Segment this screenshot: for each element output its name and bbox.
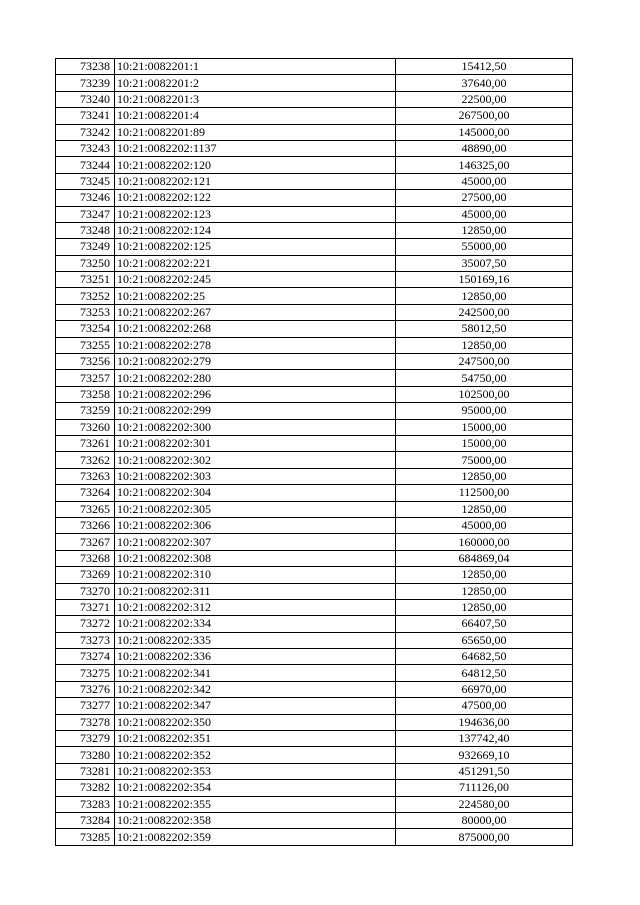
value-cell: 35007,50 bbox=[396, 255, 573, 271]
cadastral-number-cell: 10:21:0082202:221 bbox=[115, 255, 396, 271]
row-number-cell: 73283 bbox=[56, 796, 115, 812]
table-row bbox=[56, 616, 573, 632]
table-row bbox=[56, 272, 573, 288]
table-row bbox=[56, 681, 573, 697]
value-cell: 137742,40 bbox=[396, 731, 573, 747]
row-number-cell: 73274 bbox=[56, 649, 115, 665]
value-cell: 684869,04 bbox=[396, 550, 573, 566]
value-cell: 160000,00 bbox=[396, 534, 573, 550]
table-row bbox=[56, 140, 573, 156]
table-row bbox=[56, 370, 573, 386]
value-cell: 66970,00 bbox=[396, 681, 573, 697]
row-number-cell: 73285 bbox=[56, 829, 115, 845]
cadastral-number-cell: 10:21:0082202:358 bbox=[115, 812, 396, 828]
row-number-cell: 73258 bbox=[56, 386, 115, 402]
cadastral-number-cell: 10:21:0082202:342 bbox=[115, 681, 396, 697]
row-number-cell: 73246 bbox=[56, 190, 115, 206]
value-cell: 48890,00 bbox=[396, 140, 573, 156]
value-cell: 15412,50 bbox=[396, 59, 573, 75]
cadastral-number-cell: 10:21:0082202:267 bbox=[115, 304, 396, 320]
cadastral-number-cell: 10:21:0082202:296 bbox=[115, 386, 396, 402]
cadastral-number-cell: 10:21:0082202:245 bbox=[115, 272, 396, 288]
row-number-cell: 73257 bbox=[56, 370, 115, 386]
table-row bbox=[56, 829, 573, 845]
value-cell: 194636,00 bbox=[396, 714, 573, 730]
row-number-cell: 73260 bbox=[56, 419, 115, 435]
value-cell: 112500,00 bbox=[396, 485, 573, 501]
value-cell: 150169,16 bbox=[396, 272, 573, 288]
row-number-cell: 73255 bbox=[56, 337, 115, 353]
cadastral-number-cell: 10:21:0082202:305 bbox=[115, 501, 396, 517]
table-row bbox=[56, 485, 573, 501]
value-cell: 80000,00 bbox=[396, 812, 573, 828]
cadastral-number-cell: 10:21:0082202:312 bbox=[115, 599, 396, 615]
table-row bbox=[56, 567, 573, 583]
cadastral-number-cell: 10:21:0082202:120 bbox=[115, 157, 396, 173]
value-cell: 95000,00 bbox=[396, 403, 573, 419]
value-cell: 45000,00 bbox=[396, 173, 573, 189]
table-row bbox=[56, 255, 573, 271]
table-row bbox=[56, 812, 573, 828]
row-number-cell: 73245 bbox=[56, 173, 115, 189]
table-row bbox=[56, 190, 573, 206]
table-row bbox=[56, 386, 573, 402]
row-number-cell: 73282 bbox=[56, 780, 115, 796]
cadastral-number-cell: 10:21:0082202:280 bbox=[115, 370, 396, 386]
table-row bbox=[56, 714, 573, 730]
cadastral-number-cell: 10:21:0082202:311 bbox=[115, 583, 396, 599]
table-row bbox=[56, 665, 573, 681]
value-cell: 65650,00 bbox=[396, 632, 573, 648]
table-row bbox=[56, 435, 573, 451]
cadastral-number-cell: 10:21:0082202:341 bbox=[115, 665, 396, 681]
table-row bbox=[56, 108, 573, 124]
cadastral-number-cell: 10:21:0082202:125 bbox=[115, 239, 396, 255]
row-number-cell: 73263 bbox=[56, 468, 115, 484]
cadastral-value-table bbox=[55, 58, 573, 846]
row-number-cell: 73272 bbox=[56, 616, 115, 632]
row-number-cell: 73284 bbox=[56, 812, 115, 828]
table-row bbox=[56, 124, 573, 140]
value-cell: 711126,00 bbox=[396, 780, 573, 796]
row-number-cell: 73280 bbox=[56, 747, 115, 763]
value-cell: 267500,00 bbox=[396, 108, 573, 124]
cadastral-number-cell: 10:21:0082201:3 bbox=[115, 91, 396, 107]
row-number-cell: 73251 bbox=[56, 272, 115, 288]
value-cell: 15000,00 bbox=[396, 435, 573, 451]
row-number-cell: 73262 bbox=[56, 452, 115, 468]
cadastral-number-cell: 10:21:0082201:1 bbox=[115, 59, 396, 75]
document-page bbox=[55, 58, 566, 846]
row-number-cell: 73279 bbox=[56, 731, 115, 747]
cadastral-number-cell: 10:21:0082201:89 bbox=[115, 124, 396, 140]
value-cell: 146325,00 bbox=[396, 157, 573, 173]
table-row bbox=[56, 304, 573, 320]
row-number-cell: 73273 bbox=[56, 632, 115, 648]
cadastral-number-cell: 10:21:0082202:301 bbox=[115, 435, 396, 451]
table-row bbox=[56, 239, 573, 255]
row-number-cell: 73256 bbox=[56, 354, 115, 370]
row-number-cell: 73271 bbox=[56, 599, 115, 615]
value-cell: 58012,50 bbox=[396, 321, 573, 337]
value-cell: 45000,00 bbox=[396, 206, 573, 222]
value-cell: 22500,00 bbox=[396, 91, 573, 107]
row-number-cell: 73253 bbox=[56, 304, 115, 320]
row-number-cell: 73239 bbox=[56, 75, 115, 91]
table-row bbox=[56, 632, 573, 648]
value-cell: 75000,00 bbox=[396, 452, 573, 468]
row-number-cell: 73269 bbox=[56, 567, 115, 583]
row-number-cell: 73270 bbox=[56, 583, 115, 599]
cadastral-number-cell: 10:21:0082202:122 bbox=[115, 190, 396, 206]
value-cell: 12850,00 bbox=[396, 288, 573, 304]
value-cell: 224580,00 bbox=[396, 796, 573, 812]
row-number-cell: 73238 bbox=[56, 59, 115, 75]
table-row bbox=[56, 288, 573, 304]
row-number-cell: 73261 bbox=[56, 435, 115, 451]
row-number-cell: 73249 bbox=[56, 239, 115, 255]
value-cell: 242500,00 bbox=[396, 304, 573, 320]
cadastral-number-cell: 10:21:0082202:310 bbox=[115, 567, 396, 583]
cadastral-number-cell: 10:21:0082202:124 bbox=[115, 222, 396, 238]
table-row bbox=[56, 780, 573, 796]
row-number-cell: 73248 bbox=[56, 222, 115, 238]
value-cell: 247500,00 bbox=[396, 354, 573, 370]
row-number-cell: 73243 bbox=[56, 140, 115, 156]
row-number-cell: 73276 bbox=[56, 681, 115, 697]
cadastral-number-cell: 10:21:0082202:347 bbox=[115, 698, 396, 714]
row-number-cell: 73277 bbox=[56, 698, 115, 714]
cadastral-number-cell: 10:21:0082202:306 bbox=[115, 517, 396, 533]
cadastral-number-cell: 10:21:0082202:303 bbox=[115, 468, 396, 484]
table-row bbox=[56, 206, 573, 222]
cadastral-number-cell: 10:21:0082202:336 bbox=[115, 649, 396, 665]
table-row bbox=[56, 796, 573, 812]
value-cell: 12850,00 bbox=[396, 222, 573, 238]
cadastral-number-cell: 10:21:0082202:25 bbox=[115, 288, 396, 304]
row-number-cell: 73247 bbox=[56, 206, 115, 222]
value-cell: 64812,50 bbox=[396, 665, 573, 681]
cadastral-number-cell: 10:21:0082202:300 bbox=[115, 419, 396, 435]
table-row bbox=[56, 698, 573, 714]
table-row bbox=[56, 763, 573, 779]
row-number-cell: 73259 bbox=[56, 403, 115, 419]
value-cell: 12850,00 bbox=[396, 337, 573, 353]
table-row bbox=[56, 354, 573, 370]
value-cell: 12850,00 bbox=[396, 468, 573, 484]
table-row bbox=[56, 501, 573, 517]
cadastral-number-cell: 10:21:0082202:335 bbox=[115, 632, 396, 648]
cadastral-number-cell: 10:21:0082202:1137 bbox=[115, 140, 396, 156]
table-row bbox=[56, 452, 573, 468]
value-cell: 15000,00 bbox=[396, 419, 573, 435]
table-row bbox=[56, 649, 573, 665]
row-number-cell: 73275 bbox=[56, 665, 115, 681]
table-row bbox=[56, 550, 573, 566]
cadastral-number-cell: 10:21:0082202:354 bbox=[115, 780, 396, 796]
cadastral-number-cell: 10:21:0082202:123 bbox=[115, 206, 396, 222]
cadastral-number-cell: 10:21:0082202:304 bbox=[115, 485, 396, 501]
value-cell: 45000,00 bbox=[396, 517, 573, 533]
row-number-cell: 73252 bbox=[56, 288, 115, 304]
table-row bbox=[56, 534, 573, 550]
value-cell: 875000,00 bbox=[396, 829, 573, 845]
row-number-cell: 73254 bbox=[56, 321, 115, 337]
value-cell: 55000,00 bbox=[396, 239, 573, 255]
cadastral-number-cell: 10:21:0082202:350 bbox=[115, 714, 396, 730]
cadastral-number-cell: 10:21:0082202:121 bbox=[115, 173, 396, 189]
row-number-cell: 73268 bbox=[56, 550, 115, 566]
cadastral-number-cell: 10:21:0082202:334 bbox=[115, 616, 396, 632]
table-row bbox=[56, 222, 573, 238]
value-cell: 12850,00 bbox=[396, 583, 573, 599]
value-cell: 102500,00 bbox=[396, 386, 573, 402]
row-number-cell: 73281 bbox=[56, 763, 115, 779]
row-number-cell: 73241 bbox=[56, 108, 115, 124]
value-cell: 12850,00 bbox=[396, 599, 573, 615]
cadastral-number-cell: 10:21:0082202:353 bbox=[115, 763, 396, 779]
cadastral-number-cell: 10:21:0082202:351 bbox=[115, 731, 396, 747]
value-cell: 47500,00 bbox=[396, 698, 573, 714]
value-cell: 64682,50 bbox=[396, 649, 573, 665]
value-cell: 12850,00 bbox=[396, 567, 573, 583]
cadastral-number-cell: 10:21:0082202:359 bbox=[115, 829, 396, 845]
row-number-cell: 73266 bbox=[56, 517, 115, 533]
row-number-cell: 73265 bbox=[56, 501, 115, 517]
value-cell: 37640,00 bbox=[396, 75, 573, 91]
table-row bbox=[56, 583, 573, 599]
value-cell: 451291,50 bbox=[396, 763, 573, 779]
cadastral-number-cell: 10:21:0082202:352 bbox=[115, 747, 396, 763]
value-cell: 932669,10 bbox=[396, 747, 573, 763]
cadastral-number-cell: 10:21:0082201:4 bbox=[115, 108, 396, 124]
table-row bbox=[56, 731, 573, 747]
row-number-cell: 73278 bbox=[56, 714, 115, 730]
row-number-cell: 73242 bbox=[56, 124, 115, 140]
cadastral-number-cell: 10:21:0082202:299 bbox=[115, 403, 396, 419]
cadastral-number-cell: 10:21:0082202:308 bbox=[115, 550, 396, 566]
value-cell: 54750,00 bbox=[396, 370, 573, 386]
table-row bbox=[56, 747, 573, 763]
value-cell: 145000,00 bbox=[396, 124, 573, 140]
table-row bbox=[56, 75, 573, 91]
value-cell: 27500,00 bbox=[396, 190, 573, 206]
table-row bbox=[56, 91, 573, 107]
table-row bbox=[56, 59, 573, 75]
value-cell: 66407,50 bbox=[396, 616, 573, 632]
table-row bbox=[56, 157, 573, 173]
table-row bbox=[56, 403, 573, 419]
cadastral-number-cell: 10:21:0082202:268 bbox=[115, 321, 396, 337]
table-row bbox=[56, 599, 573, 615]
table-row bbox=[56, 321, 573, 337]
table-row bbox=[56, 173, 573, 189]
cadastral-number-cell: 10:21:0082201:2 bbox=[115, 75, 396, 91]
cadastral-number-cell: 10:21:0082202:302 bbox=[115, 452, 396, 468]
table-row bbox=[56, 468, 573, 484]
row-number-cell: 73264 bbox=[56, 485, 115, 501]
row-number-cell: 73244 bbox=[56, 157, 115, 173]
row-number-cell: 73267 bbox=[56, 534, 115, 550]
row-number-cell: 73250 bbox=[56, 255, 115, 271]
table-body bbox=[56, 59, 573, 846]
row-number-cell: 73240 bbox=[56, 91, 115, 107]
value-cell: 12850,00 bbox=[396, 501, 573, 517]
cadastral-number-cell: 10:21:0082202:278 bbox=[115, 337, 396, 353]
table-row bbox=[56, 517, 573, 533]
table-row bbox=[56, 419, 573, 435]
cadastral-number-cell: 10:21:0082202:355 bbox=[115, 796, 396, 812]
cadastral-number-cell: 10:21:0082202:307 bbox=[115, 534, 396, 550]
table-row bbox=[56, 337, 573, 353]
cadastral-number-cell: 10:21:0082202:279 bbox=[115, 354, 396, 370]
